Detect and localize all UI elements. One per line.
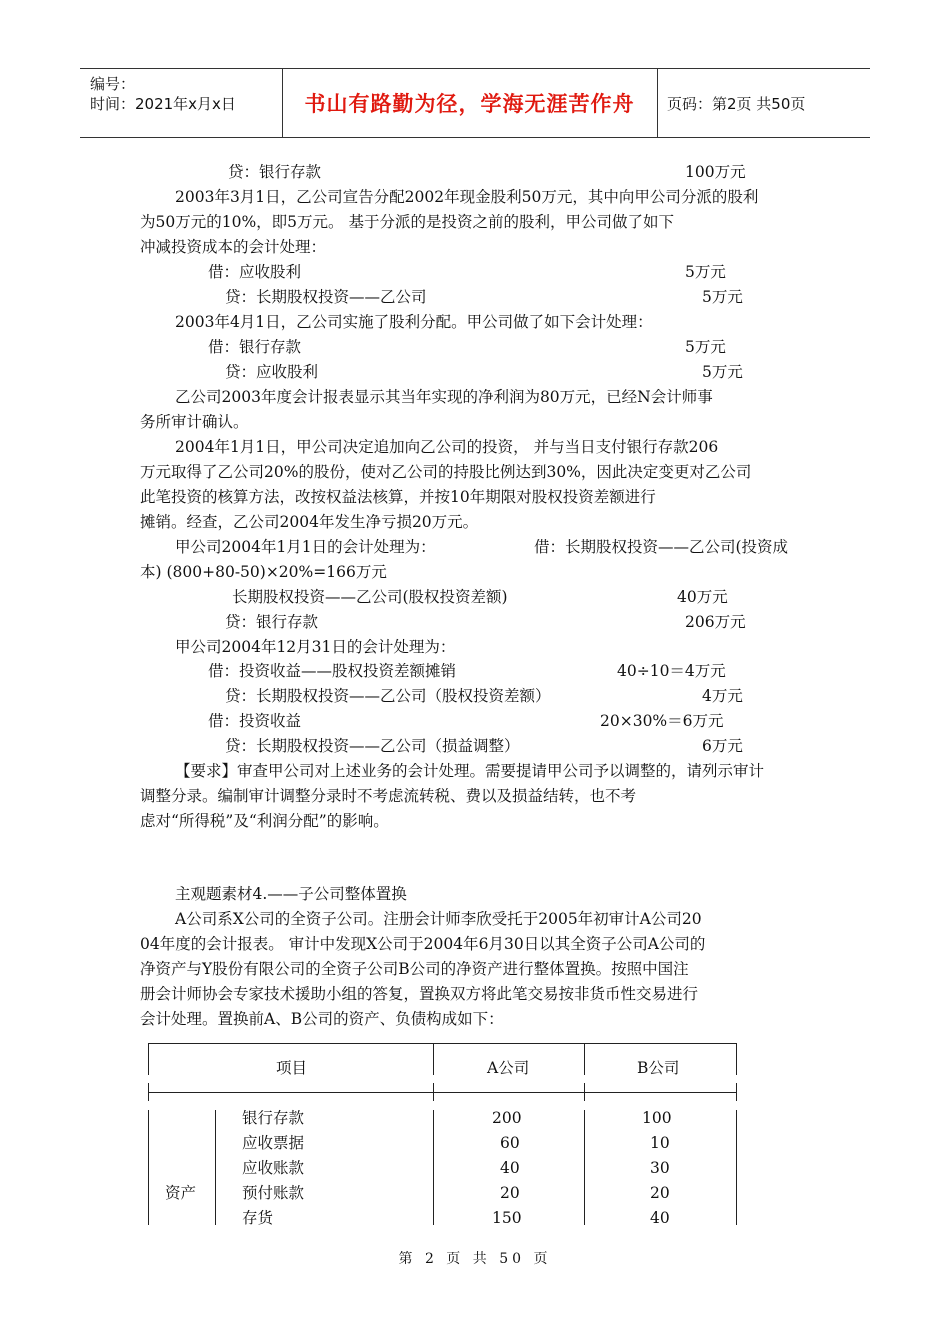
table-row-b: 100 xyxy=(642,1109,672,1127)
table-rule xyxy=(433,1110,434,1225)
text-line: 借：银行存款 xyxy=(208,338,302,356)
text-line: 贷：长期股权投资——乙公司（股权投资差额） xyxy=(225,687,551,705)
amount: 5万元 xyxy=(702,363,743,381)
table-header-a: A公司 xyxy=(487,1059,530,1077)
amount: 5万元 xyxy=(685,338,726,356)
table-rule xyxy=(736,1043,737,1075)
table-rule xyxy=(148,1043,149,1075)
table-row-b: 20 xyxy=(650,1184,670,1202)
table-rule xyxy=(148,1043,736,1044)
text-line: 为50万元的10%，即5万元。 基于分派的是投资之前的股利，甲公司做了如下 xyxy=(140,213,674,231)
text-line: 此笔投资的核算方法，改按权益法核算，并按10年期限对股权投资差额进行 xyxy=(140,488,656,506)
text-line: 借：投资收益 xyxy=(208,712,302,730)
table-rule xyxy=(736,1110,737,1225)
number-label: 编号： xyxy=(90,75,136,93)
amount: 4万元 xyxy=(702,687,743,705)
table-row-item: 应收票据 xyxy=(242,1134,305,1152)
table-row-a: 40 xyxy=(500,1159,520,1177)
table-row-b: 10 xyxy=(650,1134,670,1152)
table-group-label: 资产 xyxy=(165,1184,197,1202)
text-line: 2003年3月1日，乙公司宣告分配2002年现金股利50万元，其中向甲公司分派的股利 xyxy=(175,188,759,206)
amount: 40万元 xyxy=(677,588,728,606)
text-line: 贷：应收股利 xyxy=(225,363,319,381)
table-row-a: 60 xyxy=(500,1134,520,1152)
table-row-item: 银行存款 xyxy=(242,1109,305,1127)
text-line: 虑对“所得税”及“利润分配”的影响。 xyxy=(140,812,389,830)
table-row-b: 40 xyxy=(650,1209,670,1227)
header-meta xyxy=(80,69,283,137)
amount: 100万元 xyxy=(685,163,746,181)
table-rule xyxy=(433,1043,434,1075)
table-header-item: 项目 xyxy=(276,1059,308,1077)
amount: 5万元 xyxy=(702,288,743,306)
table-row-item: 应收账款 xyxy=(242,1159,305,1177)
text-line: 万元取得了乙公司20%的股份，使对乙公司的持股比例达到30%，因此决定变更对乙公司 xyxy=(140,463,752,481)
page-header xyxy=(80,68,870,138)
text-line: 借：投资收益——股权投资差额摊销 xyxy=(208,662,457,680)
table-rule xyxy=(148,1092,736,1093)
time-label: 时间：2021年x月x日 xyxy=(90,95,236,113)
header-page-info: 页码：第2页 共50页 xyxy=(667,94,806,113)
text-line: A公司系X公司的全资子公司。注册会计师李欣受托于2005年初审计A公司20 xyxy=(175,910,702,928)
text-line: 借：应收股利 xyxy=(208,263,302,281)
text-line: 贷：长期股权投资——乙公司（损益调整） xyxy=(225,737,520,755)
text-line: 净资产与Y股份有限公司的全资子公司B公司的净资产进行整体置换。按照中国注 xyxy=(140,960,689,978)
text-line: 【要求】审查甲公司对上述业务的会计处理。需要提请甲公司予以调整的，请列示审计 xyxy=(175,762,765,780)
section-title: 主观题素材4.——子公司整体置换 xyxy=(175,885,407,903)
text-line: 本) (800+80-50)×20%=166万元 xyxy=(140,563,387,581)
table-rule xyxy=(584,1110,585,1225)
text-line: 贷：银行存款 xyxy=(225,613,319,631)
amount: 借：长期股权投资——乙公司(投资成 xyxy=(534,538,789,556)
text-line: 乙公司2003年度会计报表显示其当年实现的净利润为80万元，已经N会计师事 xyxy=(175,388,713,406)
text-line: 册会计师协会专家技术援助小组的答复，置换双方将此笔交易按非货币性交易进行 xyxy=(140,985,699,1003)
amount: 6万元 xyxy=(702,737,743,755)
text-line: 甲公司2004年1月1日的会计处理为： xyxy=(175,538,436,556)
table-rule xyxy=(736,1083,737,1101)
table-row-a: 150 xyxy=(492,1209,522,1227)
amount: 20×30%＝6万元 xyxy=(600,712,724,730)
text-line: 2004年1月1日，甲公司决定追加向乙公司的投资， 并与当日支付银行存款206 xyxy=(175,438,719,456)
table-rule xyxy=(584,1083,585,1101)
text-line: 贷：长期股权投资——乙公司 xyxy=(225,288,427,306)
text-line: 调整分录。编制审计调整分录时不考虑流转税、费以及损益结转，也不考 xyxy=(140,787,637,805)
page-footer: 第 2 页 共 50 页 xyxy=(398,1251,552,1267)
table-rule xyxy=(584,1043,585,1075)
table-header-b: B公司 xyxy=(637,1059,680,1077)
text-line: 冲减投资成本的会计处理： xyxy=(140,238,327,256)
amount: 5万元 xyxy=(685,263,726,281)
table-row-item: 存货 xyxy=(242,1209,274,1227)
table-rule xyxy=(433,1083,434,1101)
table-row-item: 预付账款 xyxy=(242,1184,305,1202)
table-row-b: 30 xyxy=(650,1159,670,1177)
text-line: 务所审计确认。 xyxy=(140,413,249,431)
text-line: 摊销。经查，乙公司2004年发生净亏损20万元。 xyxy=(140,513,479,531)
table-row-a: 20 xyxy=(500,1184,520,1202)
table-rule xyxy=(148,1083,149,1101)
text-line: 会计处理。置换前A、B公司的资产、负债构成如下： xyxy=(140,1010,504,1028)
text-line: 长期股权投资——乙公司(股权投资差额) xyxy=(232,588,508,606)
table-rule xyxy=(148,1110,149,1225)
table-rule xyxy=(215,1110,216,1225)
amount: 40÷10＝4万元 xyxy=(617,662,726,680)
amount: 206万元 xyxy=(685,613,746,631)
table-row-a: 200 xyxy=(492,1109,522,1127)
text-line: 甲公司2004年12月31日的会计处理为： xyxy=(175,638,456,656)
header-motto: 书山有路勤为径，学海无涯苦作舟 xyxy=(282,69,658,137)
text-line: 贷：银行存款 xyxy=(228,163,322,181)
text-line: 2003年4月1日，乙公司实施了股利分配。甲公司做了如下会计处理： xyxy=(175,313,653,331)
text-line: 04年度的会计报表。 审计中发现X公司于2004年6月30日以其全资子公司A公司的 xyxy=(140,935,706,953)
